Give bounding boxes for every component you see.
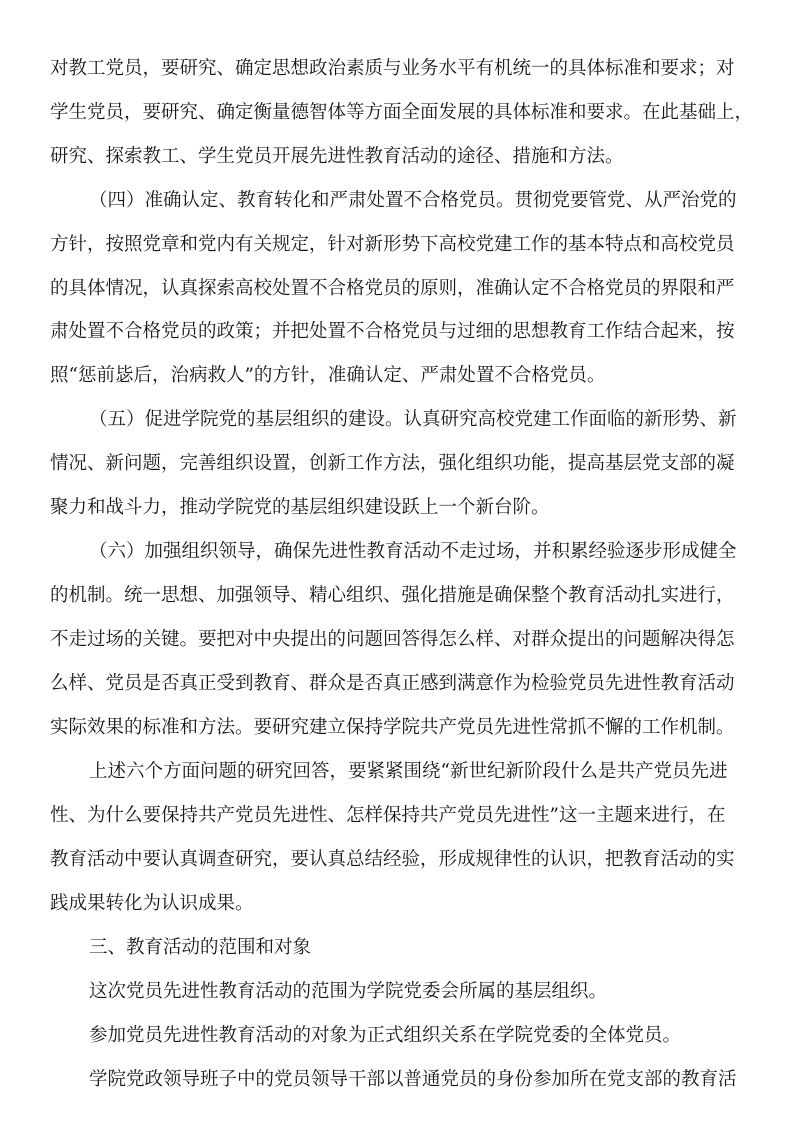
text-line: 践成果转化为认识成果。 (50, 893, 254, 914)
paragraph-start: 这次党员先进性教育活动的范围为学院党委会所属的基层组织。 (89, 981, 608, 1002)
section-heading-4: （四）准确认定、教育转化和严肃处置不合格党员。贯彻党要管党、从严治党的 (89, 190, 737, 211)
text-line: 么样、党员是否真正受到教育、群众是否真正感到满意作为检验党员先进性教育活动 (50, 673, 735, 694)
text-line: 对教工党员，要研究、确定思想政治素质与业务水平有机统一的具体标准和要求；对 (50, 58, 735, 79)
text-line: 教育活动中要认真调查研究，要认真总结经验，形成规律性的认识，把教育活动的实 (50, 849, 735, 870)
text-line: 照“惩前毖后，治病救人”的方针，准确认定、严肃处置不合格党员。 (50, 365, 606, 386)
section-heading-5: （五）促进学院党的基层组织的建设。认真研究高校党建工作面临的新形势、新 (89, 409, 737, 430)
text-line: 实际效果的标准和方法。要研究建立保持学院共产党员先进性常抓不懈的工作机制。 (50, 717, 735, 738)
text-line: 方针，按照党章和党内有关规定，针对新形势下高校党建工作的基本特点和高校党员 (50, 234, 735, 255)
text-line: 的具体情况，认真探索高校处置不合格党员的原则，准确认定不合格党员的界限和严 (50, 278, 735, 299)
text-line: 研究、探索教工、学生党员开展先进性教育活动的途径、措施和方法。 (50, 146, 624, 167)
text-line: 学生党员，要研究、确定衡量德智体等方面全面发展的具体标准和要求。在此基础上， (50, 102, 754, 123)
text-line: 肃处置不合格党员的政策；并把处置不合格党员与过细的思想教育工作结合起来，按 (50, 321, 735, 342)
chapter-heading-3: 三、教育活动的范围和对象 (89, 937, 312, 958)
text-line: 不走过场的关键。要把对中央提出的问题回答得怎么样、对群众提出的问题解决得怎 (50, 629, 735, 650)
paragraph-start: 上述六个方面问题的研究回答，要紧紧围绕“新世纪新阶段什么是共产党员先进 (89, 761, 728, 782)
section-heading-6: （六）加强组织领导，确保先进性教育活动不走过场，并积累经验逐步形成健全 (89, 541, 737, 562)
text-line: 性、为什么要保持共产党员先进性、怎样保持共产党员先进性”这一主题来进行，在 (50, 805, 726, 826)
text-line: 的机制。统一思想、加强领导、精心组织、强化措施是确保整个教育活动扎实进行， (50, 585, 735, 606)
paragraph-start: 参加党员先进性教育活动的对象为正式组织关系在学院党委的全体党员。 (89, 1025, 682, 1046)
text-line: 情况、新问题，完善组织设置，创新工作方法，强化组织功能，提高基层党支部的凝 (50, 453, 735, 474)
text-line: 聚力和战斗力，推动学院党的基层组织建设跃上一个新台阶。 (50, 497, 550, 518)
paragraph-start: 学院党政领导班子中的党员领导干部以普通党员的身份参加所在党支部的教育活 (89, 1069, 737, 1090)
